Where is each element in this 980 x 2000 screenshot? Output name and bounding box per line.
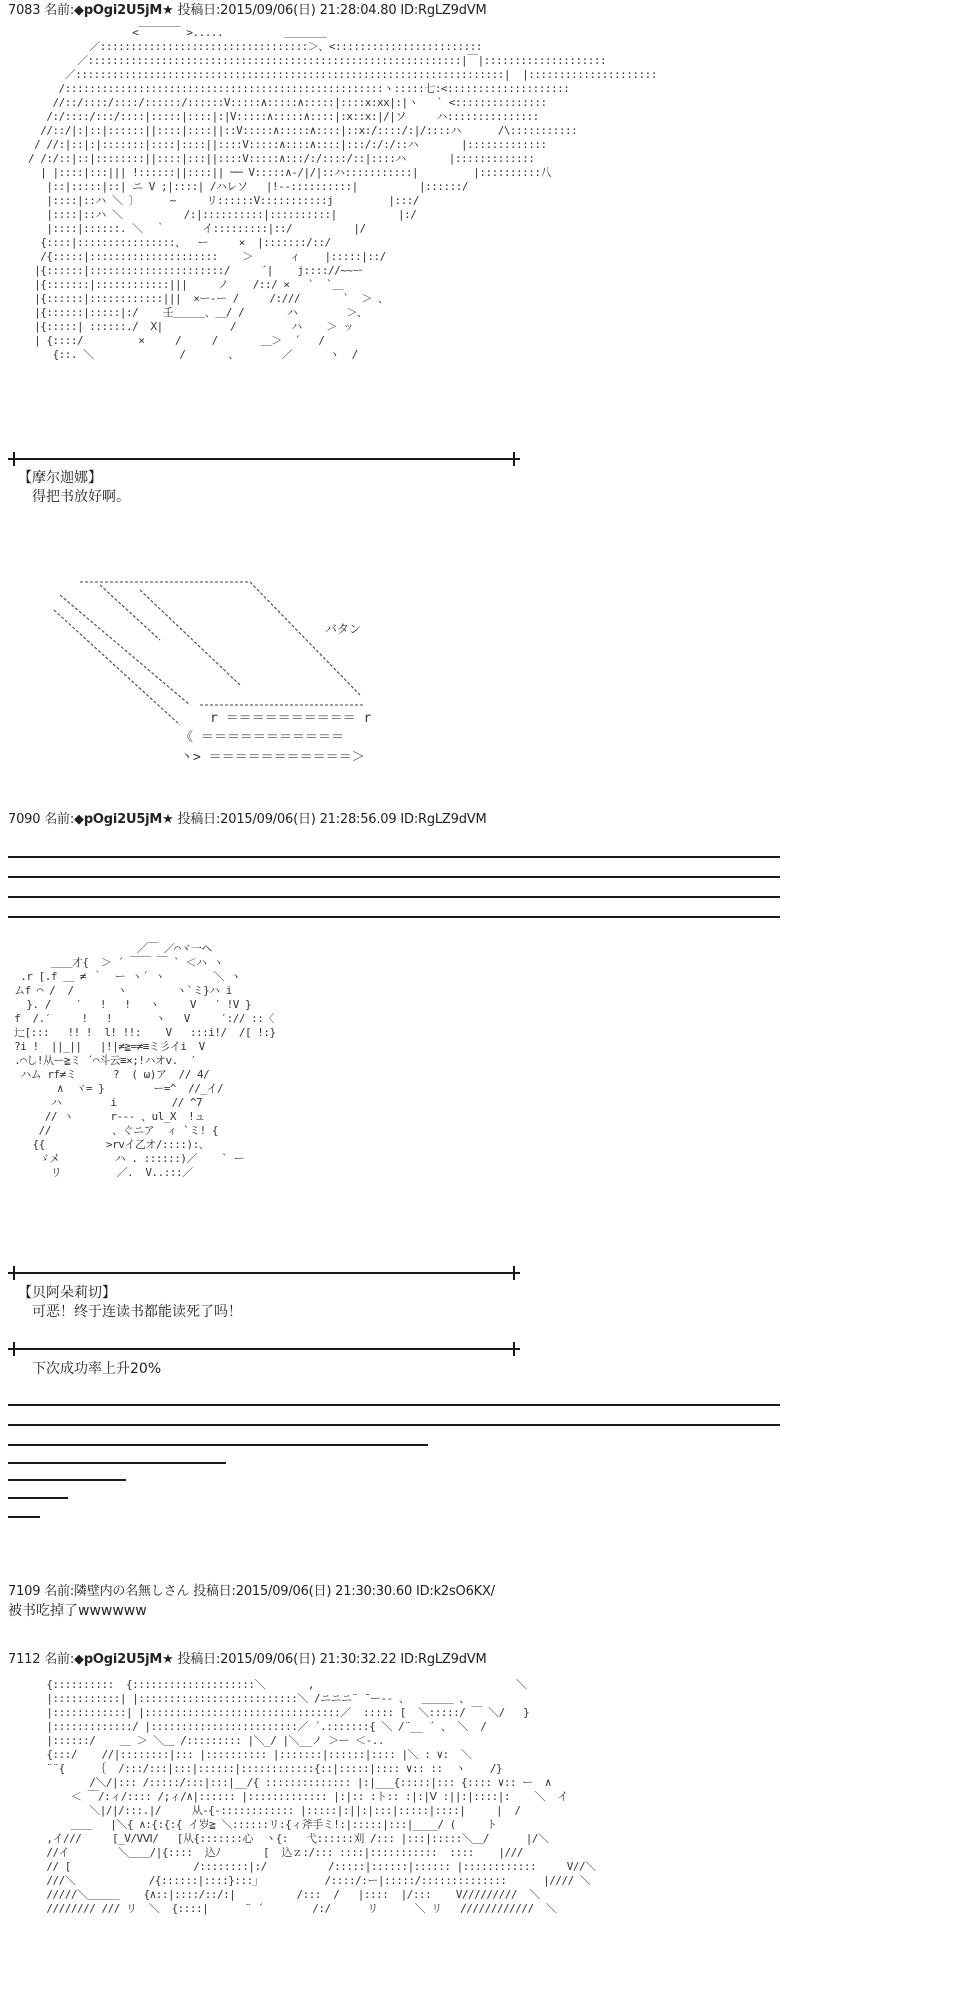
post-header-7083 <box>8 3 486 19</box>
poster-id: ID:RgLZ9dVM <box>400 1652 487 1667</box>
svg-text:r ＝＝＝＝＝＝＝＝＝＝ r: r ＝＝＝＝＝＝＝＝＝＝ r <box>210 711 372 726</box>
date-label: 投稿日: <box>193 1584 236 1599</box>
post-header-7090 <box>8 812 486 828</box>
name-label: 名前: <box>44 812 75 827</box>
post-number: 7090 <box>8 812 41 827</box>
divider-cross-right <box>513 452 515 466</box>
date-label: 投稿日: <box>177 1652 221 1667</box>
post-date: 2015/09/06(日) 21:28:04.80 <box>220 3 397 18</box>
speed-line <box>8 1424 780 1426</box>
divider-rule <box>8 458 520 460</box>
sfx-label: バタン <box>325 622 362 636</box>
post-date: 2015/09/06(日) 21:30:30.60 <box>235 1584 413 1599</box>
divider-cross-right <box>513 1266 515 1280</box>
post-number: 7083 <box>8 3 41 18</box>
post-header-7109 <box>8 1584 495 1600</box>
speed-line <box>8 1404 780 1406</box>
post-text: 被书吃掉了wwwwww <box>8 1603 147 1619</box>
post-date: 2015/09/06(日) 21:28:56.09 <box>220 812 397 827</box>
ascii-art-morgiana: <￣￣￣￣ >..... ＿＿＿＿ ／::::::::::::::::::::::::::::::::::＞、<:::::::::::::::::::::::: ／:::::::::::::::::::::::::::::::::::::::::::::::::::::::::::::|￣|:::::::::::::::::::: ／::::::::::::::::::::::::::::::::::::::::::::::::::::::::::::::::::::::| |::::::::::::::::::::: /::::::::::::::::::::::::::::::::::::::::::::::::::::ヽ:::::七:<:::::::::::::::::::: //::/::::/::::/::::::/::::::V:::::∧:::::∧:::::|::::x:xx|:|ヽ ` <::::::::::::::: /:/::::/:::/::::|:::::|::::|:|V:::::∧:::::∧::::|:x::x:|/|ソ ハ::::::::::::::: //::/|:|::|::::::||::::|::::||::V:::::∧:::::∧::::|::x:/::::/:|/::::ハ /\::::::::::: / //:|::|:|:::::::|::::|::::||::::V:::::∧::::∧::::|:::/:/:/::ハ |::::::::::::: / /:/::|::|::::::::||::::|:::||::::V:::::∧:::/:/::::/::|::::ハ |::::::::::::: | |::::|:::||| !::::::||::::|| ── V:::::∧-/|/|::ハ:::::::::::| |::::::::::八 |::|:::::|::| ニ V ;|::::| /ハレソ |!--::::::::::| |::::::/ |::::|::ハ ＼ 〕 ~ リ::::::V:::::::::::j |:::/ |::::|::ハ ＼ /:|::::::::::|::::::::::| |:/ |::::|::::::. ＼ ｀ イ:::::::::|::/ |/ {::::|::::::::::::::::、 ー × |:::::::/::/ /{:::::|::::::::::::::::::::: ＞ ィ |:::::|::/ |{::::::|::::::::::::::::::::::/ ´| j:::://~~ー |{:::::::|::::::::::::||| ノ /::/ × ` `＿ |{::::::|::::::::::::||| ×ー-ー / /:/// ` ＞ 、 |{::::::|:::::|:/ 壬＿＿＿、＿/ / ハ ＞、 |{:::::| ::::::./ X| / ハ ＞ ッ | {::::/ × / / ＿＞ ´ / {::. ＼ / 、 ／ ヽ / <box>28 26 657 361</box>
poster-name: ◆pOgi2U5jM★ <box>74 812 174 827</box>
divider-cross-right <box>513 1342 515 1356</box>
speed-line <box>8 1462 226 1464</box>
poster-name: ◆pOgi2U5jM★ <box>74 3 174 18</box>
speed-line <box>8 876 780 878</box>
ascii-art-bookshelf: {:::::::::: {::::::::::::::::::::＼ , ＼ |:::::::::::| |::::::::::::::::::::::::::＼ /ニニニ¨ ̄ ー-- 、 ＿＿＿ 、 |::::::::::::| |::::::::::::::::::::::::::::::::／ ::::: [ ＼:::::/ ￣ ＼/ } |:::::::::::::/ |::::::::::::::::::::::::／ ´.:::::::{ ＼ /¨__ ´ 、 ＼ / |::::::/ ＿ ＞ ＼＿ /::::::::: |＼_/ |＼__ノ ＞ー ＜-.. {:::/ //|::::::::|::: |:::::::::: |:::::::|::::::|:::: |＼ : ∨: ＼ ¨¨{ ｛ /:::/:::|:::|::::::|::::::::::::{::|:::::|:::: ∨:: :: ヽ /} /＼/|::: /:::::/:::|:::|__/{ :::::::::::::: |:|___{:::::|::: {:::: ∨:: ー ∧ ＜ ￣/:ィ/:::: /;ィ/∧|:::::: |::::::::::::: |:|:: :ト:: :|:|Ⅴ :||:|::::|: ＼ イ ＼|/|/:::.|/ 从-{-:::::::::::: |:::::|:||:|:::|:::::|::::| | / ＿＿ |＼{ ∧:{:{:{ イ岁≧ ＼::::::リ:{ィ斧手ミ!:|:::::|:::|____/ ( ト ,イ/// [_V/VⅥ/ [从{:::::::心 ヽ{: 弋::::::刈 /::: |:::|:::::＼＿/ |/＼ //イ ＼＿＿/|{:::: 込ﾉ [ 込ｚ:/::: ::::|::::::::::: :::: |/// // [ /::::::::|:/ /:::::|::::::|:::::: |:::::::::::: V//＼ ///＼ /{::::::|::::}:::」 /::::/:ー|:::::/:::::::::::::: |//// ＼ /////＼＿＿＿ {∧::|::::/::/:| /::: / |:::: |/::: V///////// ＼ //////// /// リ ＼ {::::| ¨ ´ /:/ リ ＼ リ //////////// ＼ <box>46 1678 596 1915</box>
poster-name: 隣壁内の名無しさん <box>74 1584 190 1599</box>
ascii-art-beatrice: ／￣ ／⌒ヾ一ヘ ＿＿才{ ＞ ´ ￣￣ ￣ ` ＜ハ ヽ .r [.f ＿ ≠ ｀ ー ヽ´ ヽ ＼ ヽ ムf ⌒ / / ヽ ヽ`ミ}ハ i }. / ′ ! ! ヽ V ′ !V } f /.′ ! ! ヽ V ′:// ::〈 辷[::: !! ! l! !!: V :::i!/ /[ !:} ?i ! ||_|| |!|≠≧=≠≡ミ彡イi V .⌒し!从ー≧ミ ´⌒斗云≡×;!ハオv. ′ ハム rf≠ミ ? ( ω)ア // 4/ ∧ ヾ= } ー=^ //_イ/ ハ i // ^7 // ヽ r--- 、ul_X !ュ // 、ぐニア ィ `ミ! { {{ >rvイ乙オ/::::):、 ゞメ ハ . ::::::)／ ` ー リ ／. V..:::／ <box>14 942 276 1179</box>
name-label: 名前: <box>44 1652 75 1667</box>
speed-line <box>8 896 780 898</box>
speed-line <box>8 856 780 858</box>
svg-text:《 ＝＝＝＝＝＝＝＝＝＝＝: 《 ＝＝＝＝＝＝＝＝＝＝＝ <box>180 730 344 745</box>
speed-line <box>8 1516 40 1518</box>
date-label: 投稿日: <box>177 3 221 18</box>
speaker-label: 【摩尔迦娜】 <box>18 470 102 486</box>
name-label: 名前: <box>44 1584 75 1599</box>
divider-cross-left <box>13 1342 15 1356</box>
date-label: 投稿日: <box>177 812 221 827</box>
post-number: 7112 <box>8 1652 41 1667</box>
divider-rule <box>8 1272 520 1274</box>
post-header-7112 <box>8 1652 486 1668</box>
speed-line <box>8 1444 428 1446</box>
speech-text: 可恶！终于连读书都能读死了吗！ <box>32 1304 242 1320</box>
poster-id: ID:RgLZ9dVM <box>400 812 487 827</box>
speed-line <box>8 916 780 918</box>
book-lineart <box>40 565 380 775</box>
poster-id: ID:RgLZ9dVM <box>400 3 487 18</box>
svg-text:丶> ＝＝＝＝＝＝＝＝＝＝＝＞: 丶> ＝＝＝＝＝＝＝＝＝＝＝＞ <box>180 750 365 765</box>
post-number: 7109 <box>8 1584 41 1599</box>
divider-cross-left <box>13 1266 15 1280</box>
poster-id: ID:k2sO6KX/ <box>415 1584 495 1599</box>
poster-name: ◆pOgi2U5jM★ <box>74 1652 174 1667</box>
divider-cross-left <box>13 452 15 466</box>
speed-line <box>8 1479 126 1481</box>
speech-text: 得把书放好啊。 <box>32 489 130 505</box>
speed-line <box>8 1497 68 1499</box>
note-text: 下次成功率上升20% <box>32 1361 162 1377</box>
post-date: 2015/09/06(日) 21:30:32.22 <box>220 1652 397 1667</box>
speaker-label: 【贝阿朵莉切】 <box>18 1285 116 1301</box>
name-label: 名前: <box>44 3 75 18</box>
divider-rule <box>8 1348 520 1350</box>
